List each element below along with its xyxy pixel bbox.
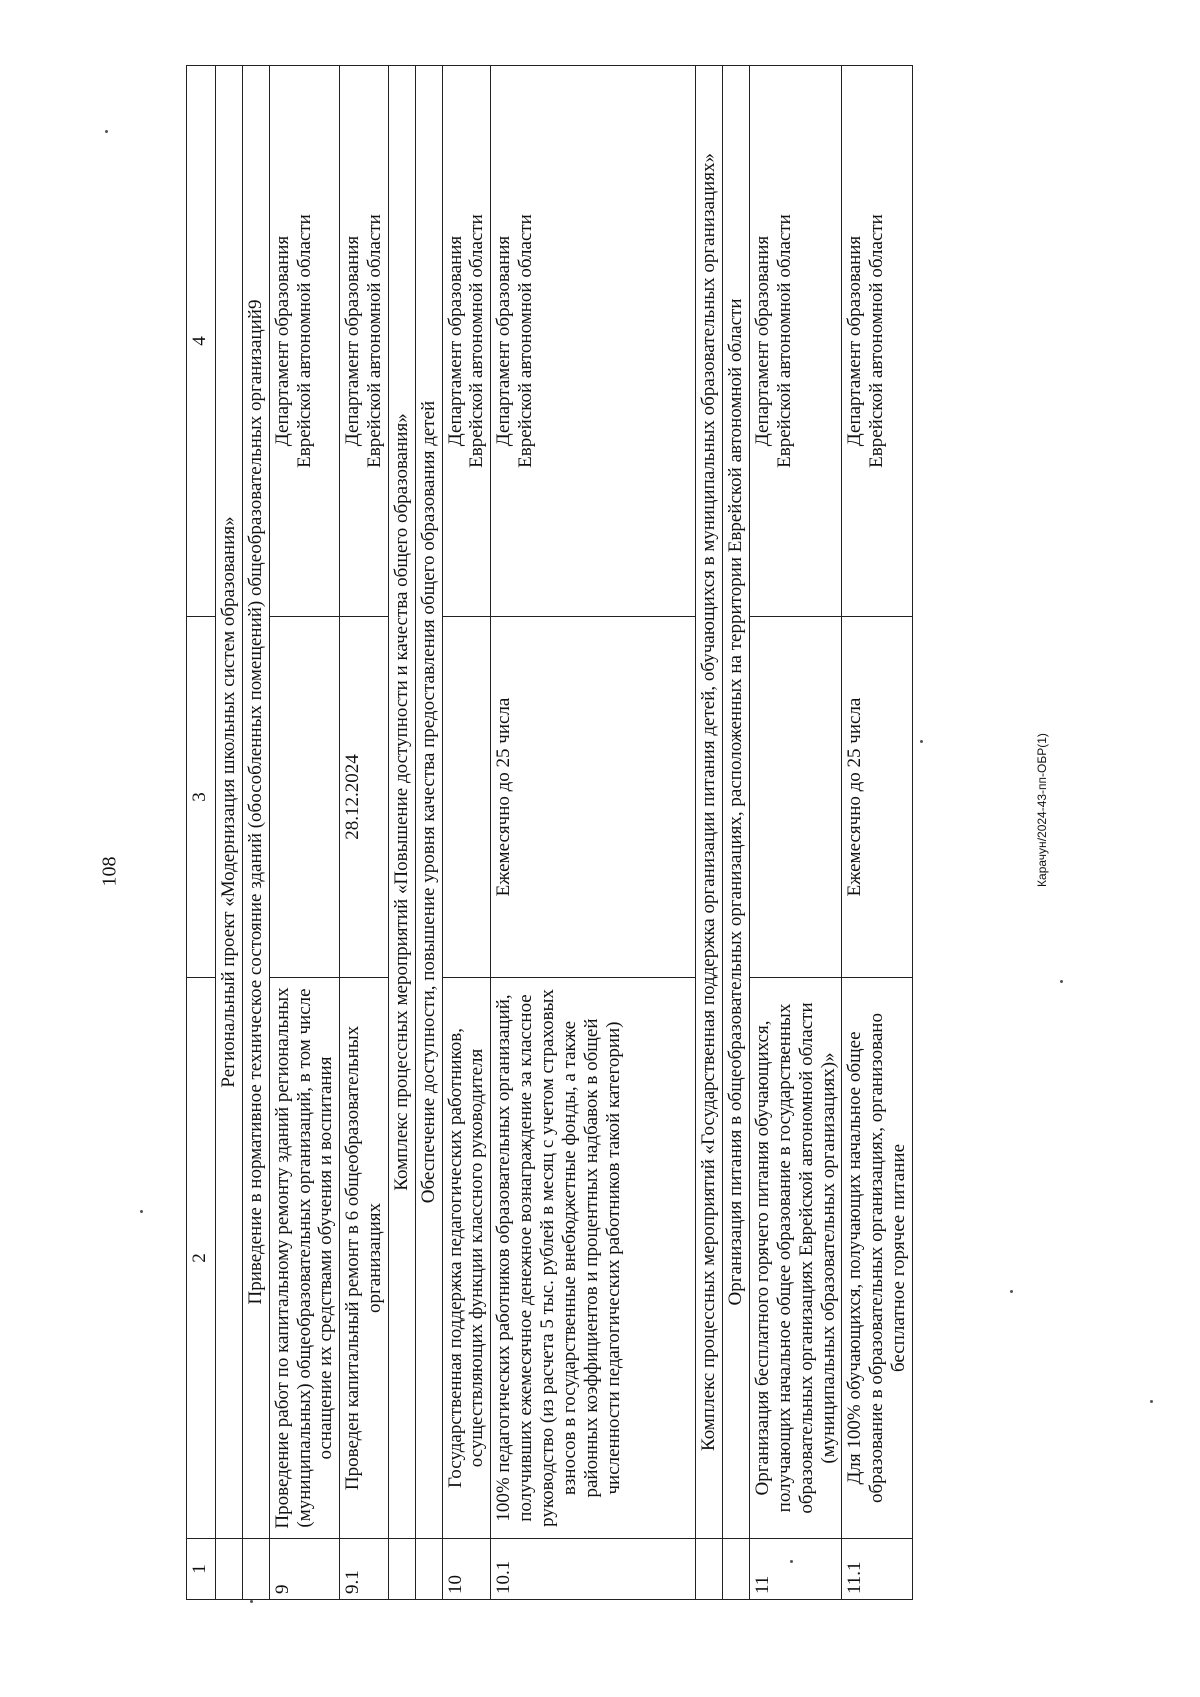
responsible-line-1: Департамент образования xyxy=(444,235,466,447)
responsible-line-2: Еврейской автономной области xyxy=(364,214,386,468)
table-row xyxy=(442,66,491,1600)
section-row xyxy=(415,66,442,1600)
section-title: Региональный проект «Модернизация школьных систем образования» xyxy=(216,66,243,1539)
responsible-line-1: Департамент образования xyxy=(342,235,364,447)
task-description: Организация бесплатного горячего питания обучающихся, получающих начальное общее образование в государственных образовательных организациях Еврейской автономной области (муниципальных образовательных организациях)» xyxy=(749,978,841,1539)
section-title: Организация питания в общеобразовательных организациях, расположенных на территории Еврейской автономной области xyxy=(723,66,750,1539)
responsible-department xyxy=(842,66,913,617)
task-description: Государственная поддержка педагогических работников, осуществляющих функции классного руководителя xyxy=(442,978,491,1539)
responsible-line-2: Еврейской автономной области xyxy=(466,214,488,468)
deadline: 28.12.2024 xyxy=(340,617,389,978)
row-number: 9.1 xyxy=(340,1539,389,1600)
section-row xyxy=(723,66,750,1600)
responsible-department xyxy=(442,66,491,617)
section-row xyxy=(388,66,415,1600)
responsible-line-1: Департамент образования xyxy=(751,235,773,447)
deadline xyxy=(269,617,340,978)
scan-speck xyxy=(920,740,923,743)
section-title: Обеспечение доступности, повышение уровня качества предоставления общего образования детей xyxy=(415,66,442,1539)
row-number: 11.1 xyxy=(842,1539,913,1600)
scan-speck xyxy=(250,1600,253,1603)
section-row xyxy=(216,66,243,1600)
responsible-line-2: Еврейской автономной области xyxy=(515,214,537,468)
responsible-department xyxy=(340,66,389,617)
section-empty-cell xyxy=(242,1539,269,1600)
page-number: 108 xyxy=(98,856,121,887)
scan-speck xyxy=(790,1560,793,1563)
section-title: Комплекс процессных мероприятий «Государственная поддержка организации питания детей, обучающихся в муниципальных образовательных организациях» xyxy=(696,66,723,1539)
header-col-1: 1 xyxy=(187,1539,216,1600)
section-empty-cell xyxy=(216,1539,243,1600)
row-number: 10 xyxy=(442,1539,491,1600)
section-row xyxy=(242,66,269,1600)
table-row xyxy=(749,66,841,1600)
task-description: Проведение работ по капитальному ремонту зданий региональных (муниципальных) общеобразовательных организаций, в том числе оснащение их средствами обучения и воспитания xyxy=(269,978,340,1539)
section-empty-cell xyxy=(388,1539,415,1600)
scan-speck xyxy=(1010,1290,1013,1293)
header-col-3: 3 xyxy=(187,617,216,978)
row-number: 11 xyxy=(749,1539,841,1600)
deadline: Ежемесячно до 25 числа xyxy=(491,617,696,978)
scan-speck xyxy=(140,1210,143,1213)
task-description: Проведен капитальный ремонт в 6 общеобразовательных организациях xyxy=(340,978,389,1539)
table-header-row xyxy=(187,66,216,1600)
header-col-4: 4 xyxy=(187,66,216,617)
table-row xyxy=(842,66,913,1600)
responsible-line-2: Еврейской автономной области xyxy=(773,214,795,468)
responsible-line-2: Еврейской автономной области xyxy=(866,214,888,468)
responsible-department xyxy=(269,66,340,617)
responsible-line-2: Еврейской автономной области xyxy=(293,214,315,468)
task-description: 100% педагогических работников образовательных организаций, получивших ежемесячное денежное вознаграждение за классное руководство (из расчета 5 тыс. рублей в месяц с учетом страховых взносов в государственные внебюджетные фонды, а также районных коэффициентов и процентных надбавок в общей численности педагогических работников такой категории) xyxy=(491,978,696,1539)
table-row xyxy=(491,66,696,1600)
responsible-line-1: Департамент образования xyxy=(493,235,515,447)
table-rotator xyxy=(186,110,991,1600)
section-empty-cell xyxy=(696,1539,723,1600)
section-empty-cell xyxy=(415,1539,442,1600)
rotated-table-container xyxy=(186,110,1200,1594)
section-title: Приведение в нормативное техническое состояние зданий (обособленных помещений) общеобразовательных организаций9 xyxy=(242,66,269,1539)
plan-table xyxy=(186,65,913,1600)
responsible-line-1: Департамент образования xyxy=(271,235,293,447)
deadline: Ежемесячно до 25 числа xyxy=(842,617,913,978)
header-col-2: 2 xyxy=(187,978,216,1539)
scan-speck xyxy=(1150,1400,1153,1403)
table-row xyxy=(340,66,389,1600)
responsible-department xyxy=(749,66,841,617)
scan-speck xyxy=(1060,980,1063,983)
section-title: Комплекс процессных мероприятий «Повышение доступности и качества общего образования» xyxy=(388,66,415,1539)
responsible-line-1: Департамент образования xyxy=(844,235,866,447)
scan-speck xyxy=(105,130,108,133)
row-number: 10.1 xyxy=(491,1539,696,1600)
responsible-department xyxy=(491,66,696,617)
document-code: Карачун/2024-43-пп-ОБР(1) xyxy=(1035,733,1049,887)
table-row xyxy=(269,66,340,1600)
deadline xyxy=(749,617,841,978)
section-empty-cell xyxy=(723,1539,750,1600)
section-row xyxy=(696,66,723,1600)
task-description: Для 100% обучающихся, получающих начальное общее образование в образовательных организациях, организовано бесплатное горячее питание xyxy=(842,978,913,1539)
deadline xyxy=(442,617,491,978)
row-number: 9 xyxy=(269,1539,340,1600)
